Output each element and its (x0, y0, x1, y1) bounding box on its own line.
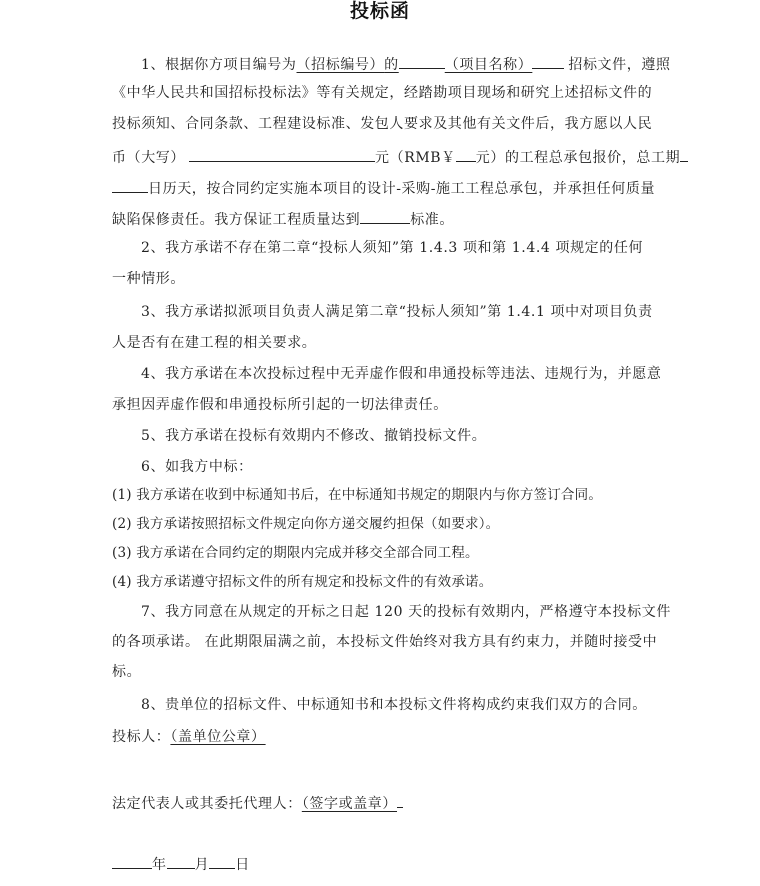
p1-text-a: 1、根据你方项目编号为 (141, 57, 297, 73)
p1-text-l5: 日历天，按合同约定实施本项目的设计-采购-施工工程总承包，并承担任何质量 (148, 181, 656, 197)
date-line (112, 852, 250, 875)
p1-line-5 (112, 176, 655, 199)
p6-item-4: (4) 我方承诺遵守招标文件的所有规定和投标文件的有效承诺。 (112, 574, 493, 590)
p1-text-l6a: 缺陷保修责任。我方保证工程质量达到 (112, 212, 361, 228)
period-blank-end (680, 145, 688, 162)
rmb-amount-blank (456, 145, 476, 162)
p6-item-2: (2) 我方承诺按照招标文件规定向你方递交履约担保（如要求）。 (112, 516, 500, 532)
p2-line-1: 2、我方承诺不存在第二章“投标人须知”第 1.4.3 项和第 1.4.4 项规定的任何 (141, 240, 644, 256)
p7-line-2: 的各项承诺。 在此期限届满之前，本投标文件始终对我方具有约束力，并随时接受中 (112, 634, 658, 650)
p7-line-3: 标。 (112, 664, 142, 680)
amount-words-blank (189, 145, 375, 162)
project-name-placeholder: （项目名称） (444, 57, 533, 73)
month-label: 月 (194, 857, 210, 873)
p2-line-2: 一种情形。 (112, 271, 185, 287)
calendar-days-blank (112, 176, 148, 193)
p6-heading: 6、如我方中标： (141, 459, 253, 475)
quality-standard-blank (360, 207, 410, 224)
p1-text-b: 的 (384, 57, 399, 73)
amount-text: 元）的工程总承包报价，总工期 (475, 150, 681, 166)
p1-line-1 (141, 52, 671, 75)
p1-line-2: 《中华人民共和国招标投标法》等有关规定，经踏勘项目现场和研究上述招标文件的 (112, 85, 653, 101)
bidder-label: 投标人： (112, 729, 171, 745)
p5-line: 5、我方承诺在投标有效期内不修改、撤销投标文件。 (141, 428, 487, 444)
bidder-seal-placeholder: （盖单位公章） (170, 729, 266, 745)
p6-item-1: (1) 我方承诺在收到中标通知书后，在中标通知书规定的期限内与你方签订合同。 (112, 487, 603, 503)
p7-line-1: 7、我方同意在从规定的开标之日起 120 天的投标有效期内，严格遵守本投标文件 (141, 604, 671, 620)
bid-number-placeholder: （招标编号） (296, 57, 385, 73)
p1-text-c: 招标文件，遵照 (568, 57, 671, 73)
month-blank (167, 852, 195, 869)
p4-line-2: 承担因弄虚作假和串通投标所引起的一切法律责任。 (112, 397, 448, 413)
bidder-line (112, 727, 266, 747)
p3-line-2: 人是否有在建工程的相关要求。 (112, 335, 317, 351)
p1-line-6 (112, 207, 454, 230)
year-blank (112, 852, 152, 869)
p1-line-3: 投标须知、合同条款、工程建设标准、发包人要求及其他有关文件后，我方愿以人民 (112, 116, 653, 132)
day-blank (209, 852, 235, 869)
representative-blank-tail (397, 791, 403, 808)
p3-line-1: 3、我方承诺拟派项目负责人满足第二章“投标人须知”第 1.4.1 项中对项目负责 (141, 304, 653, 320)
representative-signature-placeholder: （签字或盖章） (301, 796, 398, 812)
p4-line-1: 4、我方承诺在本次投标过程中无弄虚作假和串通投标等违法、违规行为，并愿意 (141, 366, 662, 382)
amount-words-label: 币（大写） (112, 150, 185, 166)
representative-line (112, 791, 403, 814)
blank-before-project (399, 52, 445, 69)
day-label: 日 (235, 857, 250, 873)
representative-label: 法定代表人或其委托代理人： (112, 796, 302, 812)
document-title: 投标函 (349, 0, 410, 22)
p1-text-l6b: 标准。 (410, 212, 455, 228)
p6-item-3: (3) 我方承诺在合同约定的期限内完成并移交全部合同工程。 (112, 545, 479, 561)
blank-after-project (532, 52, 564, 69)
rmb-label: 元（RMB￥ (375, 150, 456, 166)
year-label: 年 (152, 857, 167, 873)
p8-line: 8、贵单位的招标文件、中标通知书和本投标文件将构成约束我们双方的合同。 (141, 697, 647, 713)
p1-line-4 (112, 145, 688, 168)
